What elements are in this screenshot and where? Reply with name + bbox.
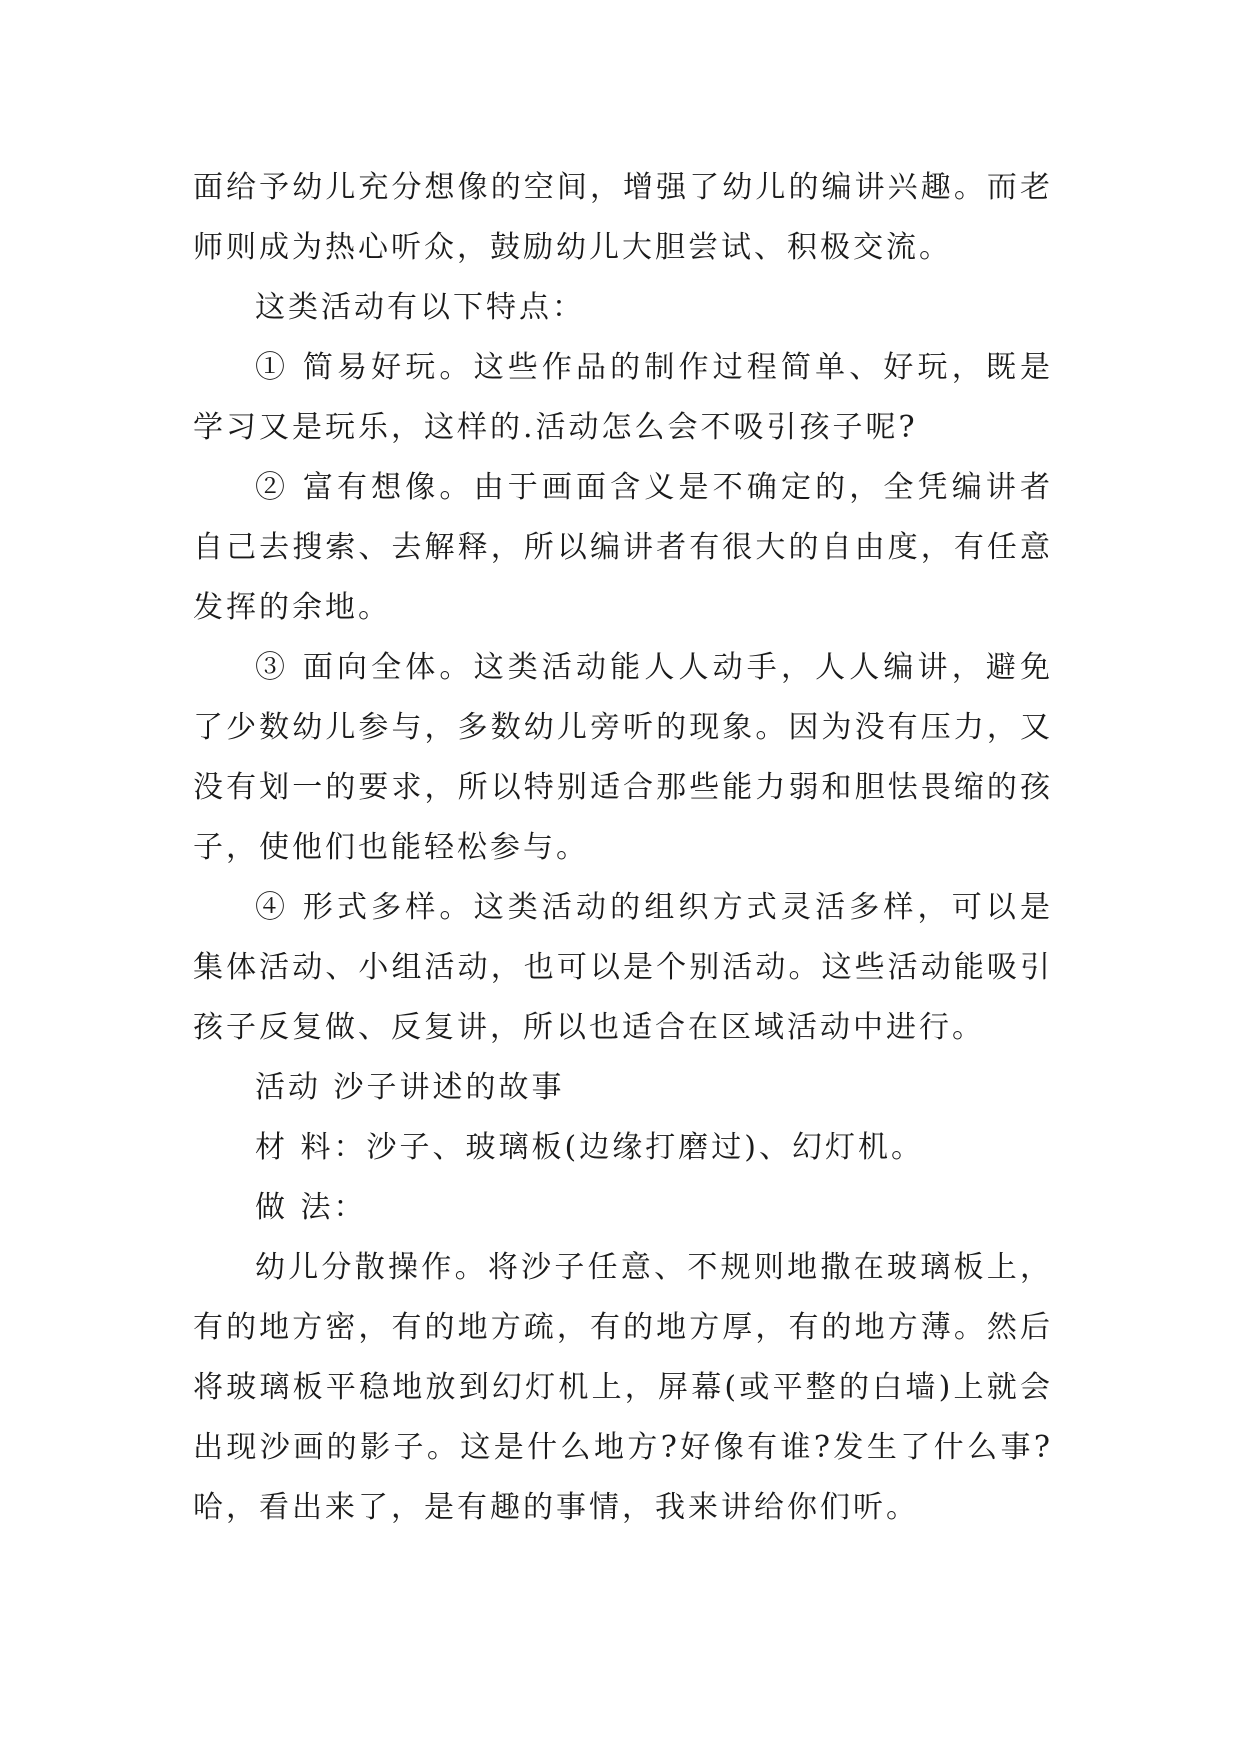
paragraph-feature-4: ④ 形式多样。这类活动的组织方式灵活多样，可以是集体活动、小组活动，也可以是个别活动。这些活动能吸引孩子反复做、反复讲，所以也适合在区域活动中进行。 [193,890,1053,1045]
paragraph-feature-2: ② 富有想像。由于画面含义是不确定的，全凭编讲者自己去搜索、去解释，所以编讲者有很大的自由度，有任意发挥的余地。 [193,470,1053,625]
activity-materials: 材 料：沙子、玻璃板(边缘打磨过)、幻灯机。 [255,1130,924,1165]
activity-method-body: 幼儿分散操作。将沙子任意、不规则地撒在玻璃板上，有的地方密，有的地方疏，有的地方厚，有的地方薄。然后将玻璃板平稳地放到幻灯机上，屏幕(或平整的白墙)上就会出现沙画的影子。这是什么地方?好像有谁?发生了什么事?哈，看出来了，是有趣的事情，我来讲给你们听。 [193,1250,1053,1525]
paragraph-continuation: 面给予幼儿充分想像的空间，增强了幼儿的编讲兴趣。而老师则成为热心听众，鼓励幼儿大胆尝试、积极交流。 [193,170,1053,265]
paragraph-feature-3: ③ 面向全体。这类活动能人人动手，人人编讲，避免了少数幼儿参与，多数幼儿旁听的现象。因为没有压力，又没有划一的要求，所以特别适合那些能力弱和胆怯畏缩的孩子，使他们也能轻松参与。 [193,650,1053,865]
paragraph-feature-1: ① 简易好玩。这些作品的制作过程简单、好玩，既是学习又是玩乐，这样的.活动怎么会不吸引孩子呢? [193,350,1053,445]
activity-method-heading: 做 法： [255,1190,367,1225]
activity-title: 活动 沙子讲述的故事 [255,1070,565,1105]
document-body [193,158,1053,1538]
paragraph-features-intro: 这类活动有以下特点： [255,290,585,325]
